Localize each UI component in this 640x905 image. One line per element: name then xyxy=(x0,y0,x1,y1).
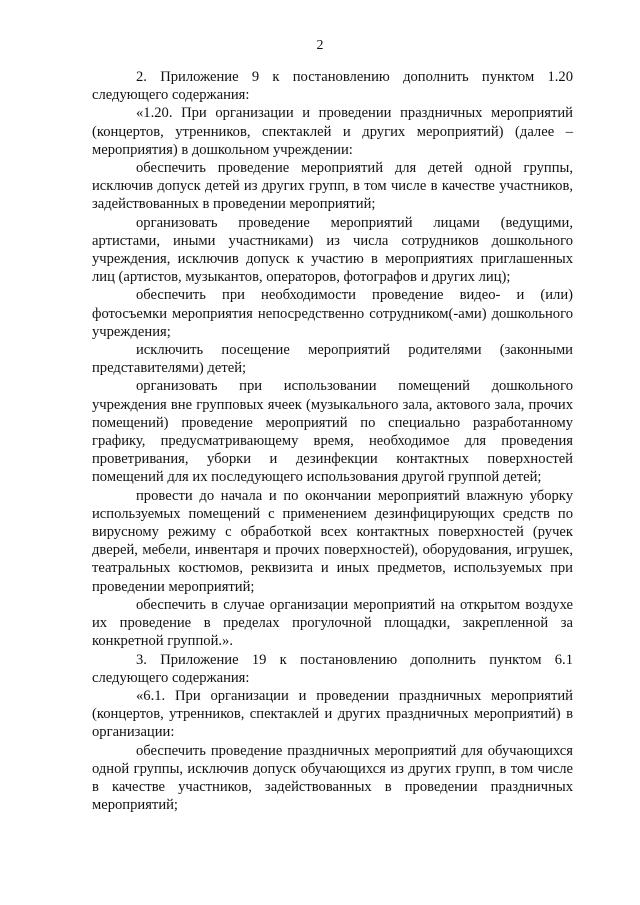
paragraph-one-group: обеспечить проведение мероприятий для детей одной группы, исключив допуск детей из других групп, в том числе в качестве участников, задействованных в проведении мероприятий; xyxy=(92,160,573,213)
page-number: 2 xyxy=(316,38,324,53)
paragraph-outdoor: обеспечить в случае организации мероприятий на открытом воздухе их проведение в пределах прогулочной площадки, закрепленной за конкретной группой.». xyxy=(92,596,573,650)
paragraph-cleaning: провести до начала и по окончании мероприятий влажную уборку используемых помещений с применением дезинфицирующих средств по вирусному режиму с обработкой всех контактных поверхностей (ручек дверей, мебели, инвентаря и прочих поверхностей), оборудования, игрушек, театральных костюмов, реквизита и иных предметов, используемых при проведении мероприятий; xyxy=(92,487,573,595)
paragraph-video-photo: обеспечить при необходимости проведение видео- и (или) фотосъемки мероприятия непосредственно сотрудником(-ами) дошкольного учреждения; xyxy=(92,287,573,340)
paragraph-exclude-parents: исключить посещение мероприятий родителями (законными представителями) детей; xyxy=(92,342,573,377)
paragraph-clause-6-1: «6.1. При организации и проведении праздничных мероприятий (концертов, утренников, спектаклей и других праздничных мероприятий) в организации: xyxy=(92,687,573,741)
paragraph-schedule: организовать при использовании помещений дошкольного учреждения вне групповых ячеек (музыкального зала, актового зала, прочих помещений) проведение мероприятий по специально разработанному графику, предусматривающему время, необходимое для проведения проветривания, уборки и дезинфекции контактных поверхностей помещений для их последующего использования другой группой детей; xyxy=(92,378,573,486)
paragraph-item-3-amendment: 3. Приложение 19 к постановлению дополнить пунктом 6.1 следующего содержания: xyxy=(92,651,573,686)
paragraph-staff-only: организовать проведение мероприятий лицами (ведущими, артистами, иными участниками) из числа сотрудников дошкольного учреждения, исключив допуск к участию в мероприятиях приглашенных лиц (артистов, музыкантов, операторов, фотографов и других лиц); xyxy=(92,214,573,286)
document-body xyxy=(92,68,573,814)
paragraph-students-one-group: обеспечить проведение праздничных мероприятий для обучающихся одной группы, исключив допуск обучающихся из других групп, в том числе в качестве участников, задействованных в проведении праздничных мероприятий; xyxy=(92,742,573,814)
paragraph-item-2-amendment: 2. Приложение 9 к постановлению дополнить пунктом 1.20 следующего содержания: xyxy=(92,69,573,104)
paragraph-clause-1-20: «1.20. При организации и проведении праздничных мероприятий (концертов, утренников, спектаклей и других мероприятий) (далее – мероприятия) в дошкольном учреждении: xyxy=(92,105,573,158)
